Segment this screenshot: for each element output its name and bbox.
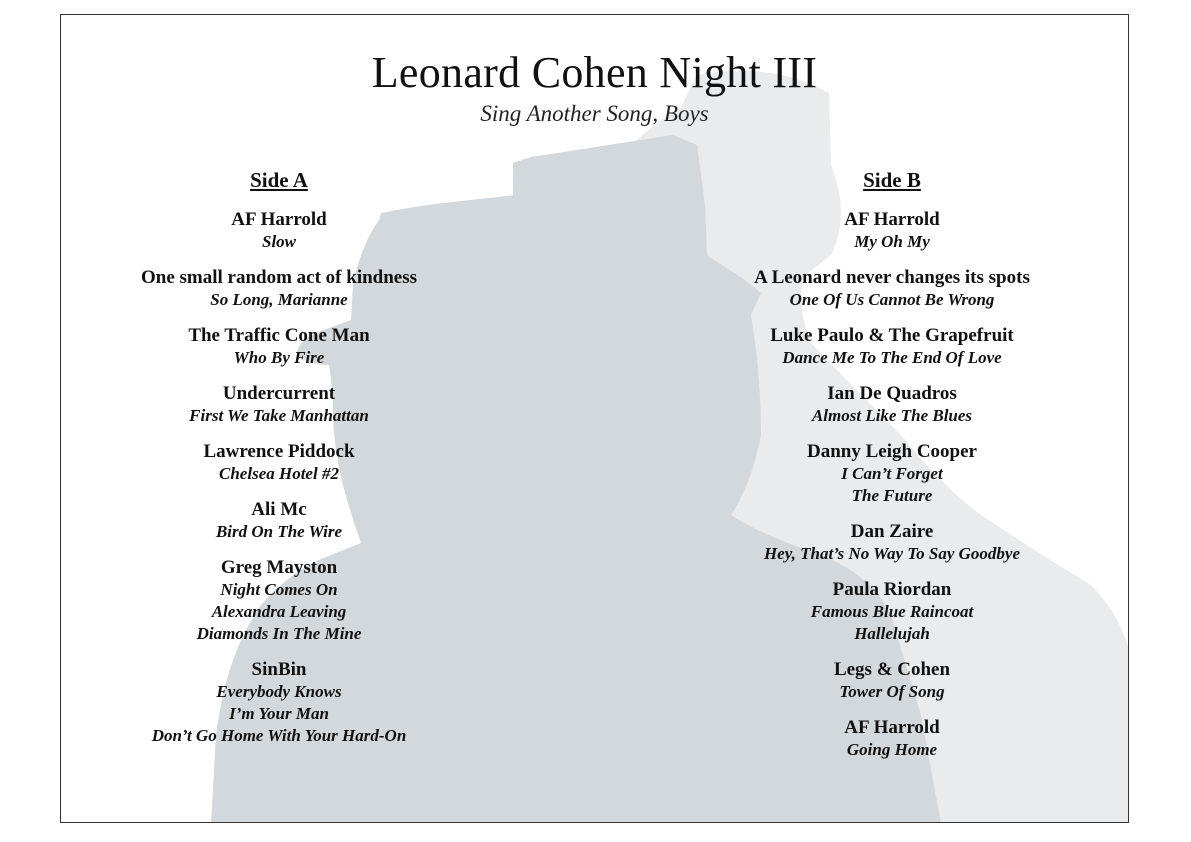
setlist-act bbox=[61, 383, 497, 427]
setlist-act bbox=[692, 383, 1092, 427]
performer-name: Ian De Quadros bbox=[827, 383, 957, 404]
song-title: First We Take Manhattan bbox=[189, 406, 369, 425]
song-title: One Of Us Cannot Be Wrong bbox=[789, 290, 995, 309]
performer-name: Luke Paulo & The Grapefruit bbox=[770, 325, 1014, 346]
performer-name: Lawrence Piddock bbox=[203, 441, 355, 462]
performer-name: Legs & Cohen bbox=[833, 659, 951, 680]
song-title: My Oh My bbox=[854, 232, 930, 251]
setlist-act bbox=[61, 267, 497, 311]
performer-name: Greg Mayston bbox=[220, 557, 338, 578]
song-title: Going Home bbox=[846, 740, 938, 759]
song-title: Alexandra Leaving bbox=[211, 602, 347, 621]
song-title: Hey, That’s No Way To Say Goodbye bbox=[763, 544, 1021, 563]
song-title: Bird On The Wire bbox=[215, 522, 343, 541]
performer-name: Undercurrent bbox=[222, 383, 336, 404]
song-title: Famous Blue Raincoat bbox=[810, 602, 974, 621]
song-title: Diamonds In The Mine bbox=[196, 624, 362, 643]
performer-name: Dan Zaire bbox=[850, 521, 934, 542]
performer-name: Danny Leigh Cooper bbox=[807, 441, 977, 462]
song-title: The Future bbox=[851, 486, 933, 505]
song-title: So Long, Marianne bbox=[210, 290, 348, 309]
performer-name: AF Harrold bbox=[231, 209, 327, 230]
song-title: Chelsea Hotel #2 bbox=[219, 464, 339, 483]
setlist-act bbox=[61, 441, 497, 485]
song-title: Hallelujah bbox=[854, 624, 930, 643]
song-title: Slow bbox=[261, 232, 297, 251]
song-title: Dance Me To The End Of Love bbox=[782, 348, 1002, 367]
song-title: Who By Fire bbox=[233, 348, 325, 367]
performer-name: Paula Riordan bbox=[832, 579, 952, 600]
song-title: I’m Your Man bbox=[229, 704, 329, 723]
setlist-act bbox=[692, 659, 1092, 703]
performer-name: Ali Mc bbox=[251, 499, 307, 520]
setlist-act bbox=[61, 209, 497, 253]
side-b-heading: Side B bbox=[863, 168, 921, 192]
performer-name: One small random act of kindness bbox=[140, 267, 418, 288]
side-a-column bbox=[61, 168, 497, 761]
setlist-act bbox=[692, 521, 1092, 565]
setlist-act bbox=[692, 209, 1092, 253]
song-title: Almost Like The Blues bbox=[811, 406, 973, 425]
performer-name: SinBin bbox=[251, 659, 307, 680]
song-title: Night Comes On bbox=[220, 580, 338, 599]
song-title: Tower Of Song bbox=[839, 682, 945, 701]
poster-subtitle: Sing Another Song, Boys bbox=[480, 101, 709, 126]
song-title: I Can’t Forget bbox=[841, 464, 943, 483]
song-title: Don’t Go Home With Your Hard-On bbox=[151, 726, 407, 745]
poster-title: Leonard Cohen Night III bbox=[371, 48, 818, 97]
performer-name: A Leonard never changes its spots bbox=[754, 267, 1030, 288]
setlist-act bbox=[692, 717, 1092, 761]
song-title: Everybody Knows bbox=[216, 682, 342, 701]
setlist-act bbox=[692, 441, 1092, 507]
side-a-heading: Side A bbox=[250, 168, 308, 192]
poster-frame bbox=[60, 14, 1129, 823]
performer-name: The Traffic Cone Man bbox=[188, 325, 370, 346]
performer-name: AF Harrold bbox=[844, 717, 940, 738]
performer-name: AF Harrold bbox=[844, 209, 940, 230]
setlist-act bbox=[61, 659, 497, 747]
setlist-act bbox=[692, 267, 1092, 311]
setlist-act bbox=[61, 325, 497, 369]
setlist-act bbox=[61, 499, 497, 543]
side-b-column bbox=[692, 168, 1092, 775]
setlist-act bbox=[692, 325, 1092, 369]
setlist-act bbox=[61, 557, 497, 645]
setlist-act bbox=[692, 579, 1092, 645]
